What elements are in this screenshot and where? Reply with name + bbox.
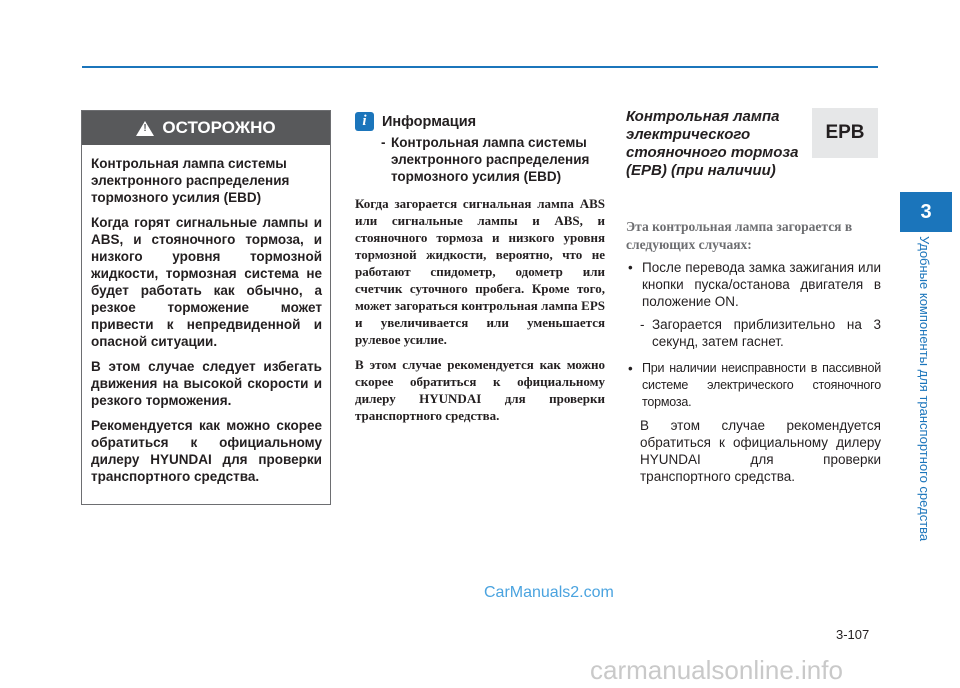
sub-dash: -: [640, 317, 645, 332]
sub-item: [640, 316, 881, 350]
caution-header-label: ОСТОРОЖНО: [162, 118, 276, 137]
info-section: [355, 112, 605, 424]
bullet-text: При наличии неисправности в пассивной системе электрического стояночного тормоза.: [642, 361, 881, 409]
list-item: [626, 360, 881, 411]
info-subtitle: Контрольная лампа системы электронного распределения тормозного усилия (EBD): [391, 135, 590, 184]
bullet-mark: •: [628, 260, 633, 275]
bullet-continuation: В этом случае рекомендуется обратиться к официальному дилеру HYUNDAI для проверки транспортного средства.: [640, 418, 881, 484]
page-number: 3-107: [836, 627, 870, 642]
caution-paragraph-2: В этом случае следует избегать движения на высокой скорости и резкого торможения.: [91, 359, 322, 408]
epb-bullet-list: [626, 259, 881, 485]
epb-intro: Эта контрольная лампа загорается в следующих случаях:: [626, 219, 853, 252]
header-rule: [82, 66, 878, 68]
chapter-title-vertical: Удобные компоненты для транспортного средства: [917, 236, 932, 542]
watermark-link[interactable]: CarManuals2.com: [484, 584, 614, 601]
bullet-text: После перевода замка зажигания или кнопки пуска/останова двигателя в положение ON.: [642, 260, 881, 309]
bullet-mark: •: [628, 361, 633, 376]
info-title: Информация: [382, 113, 477, 130]
caution-header: [82, 111, 330, 145]
warning-triangle-icon: [136, 121, 154, 136]
list-item: [626, 259, 881, 310]
caution-title: Контрольная лампа системы электронного распределения тормозного усилия (EBD): [91, 156, 290, 205]
epb-indicator-badge: EPB: [812, 108, 878, 158]
epb-heading: Контрольная лампа электрического стояночного тормоза (EPB) (при наличии): [626, 108, 799, 179]
watermark-footer: carmanualsonline.info: [590, 655, 843, 685]
caution-paragraph-1: Когда горят сигнальные лампы и ABS, и стояночного тормоза, и низкого уровня тормозной жидкости, тормозная система не будет работать как обычно, а резкое торможение может привести к непредвиденной и опасной ситуации.: [91, 215, 322, 349]
sub-text: Загорается приблизительно на 3 секунд, затем гаснет.: [652, 317, 881, 349]
info-icon: i: [355, 112, 374, 131]
info-paragraph-2: В этом случае рекомендуется как можно скорее обратиться к официальному дилеру HYUNDAI для проверки транспортного средства.: [355, 357, 605, 423]
caution-box: [81, 110, 331, 505]
chapter-tab: 3: [900, 192, 952, 232]
info-paragraph-1: Когда загорается сигнальная лампа ABS или сигнальные лампы и ABS, и стояночного тормоза и низкого уровня тормозной жидкости, вероятно, что не работают спидометр, одометр или счетчик суточного пробега. Кроме того, может загораться контрольная лампа EPS и увеличивается или уменьшается рулевое усилие.: [355, 196, 605, 347]
caution-paragraph-3: Рекомендуется как можно скорее обратиться к официальному дилеру HYUNDAI для проверки транспортного средства.: [91, 418, 322, 484]
info-dash: -: [381, 135, 386, 150]
